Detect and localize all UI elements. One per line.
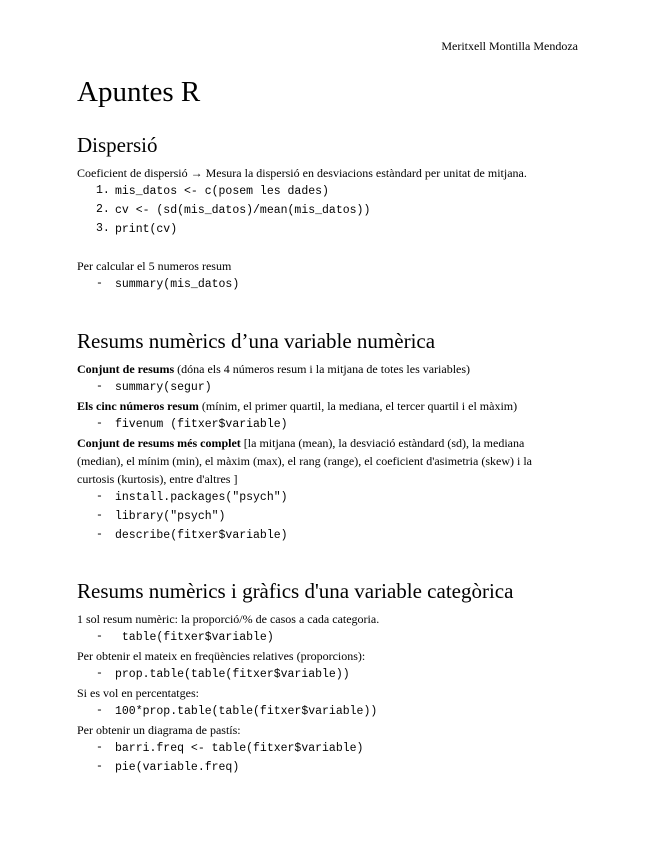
list-item: - 100*prop.table(table(fitxer$variable)) [96,704,378,718]
author-name: Meritxell Montilla Mendoza [441,39,578,53]
dash-list [77,488,577,545]
list-item: - summary(segur) [96,380,212,394]
list-item: - barri.freq <- table(fitxer$variable) [96,741,364,755]
list-item: - prop.table(table(fitxer$variable)) [96,667,350,681]
paragraph: Si es vol en percentatges: [77,686,199,700]
list-item: - describe(fitxer$variable) [96,528,288,542]
list-item: - summary(mis_datos) [96,277,240,291]
list-item: - table(fitxer$variable) [96,630,274,644]
dash-list [77,378,577,397]
section-heading: Dispersió [77,133,158,157]
section-heading: Resums numèrics i gràfics d'una variable categòrica [77,579,514,603]
list-item: 2. cv <- (sd(mis_datos)/mean(mis_datos)) [96,203,371,217]
list-item: - pie(variable.freq) [96,760,240,774]
dash-list [77,415,577,434]
list-item: - fivenum (fitxer$variable) [96,417,288,431]
dash-list [77,628,577,647]
paragraph: 1 sol resum numèric: la proporció/% de casos a cada categoria. [77,612,380,626]
section-heading: Resums numèrics d’una variable numèrica [77,329,436,353]
paragraph: Per obtenir el mateix en freqüències relatives (proporcions): [77,649,366,663]
list-item: 3. print(cv) [96,222,178,236]
section-intro: Coeficient de dispersió → Mesura la dispersió en desviacions estàndard per unitat de mitjana. [77,166,527,180]
list-item: - library("psych") [96,509,226,523]
dash-list [77,275,577,294]
section-categorica [77,578,577,777]
paragraph: Els cinc números resum (mínim, el primer quartil, la mediana, el tercer quartil i el màxim) [77,399,518,413]
list-item: - install.packages("psych") [96,490,288,504]
document-title: Apuntes R [77,76,201,108]
paragraph: Conjunt de resums més complet [la mitjana (mean), la desviació estàndard (sd), la mediana [77,436,525,450]
paragraph: Per obtenir un diagrama de pastís: [77,723,241,737]
list-item: 1. mis_datos <- c(posem les dades) [96,184,329,198]
section-resums-numerics [77,328,577,545]
paragraph: Conjunt de resums (dóna els 4 números resum i la mitjana de totes les variables) [77,362,471,376]
dash-list [77,739,577,777]
steps-list [77,182,577,239]
dash-list [77,665,577,684]
paragraph: curtosis (kurtosis), entre d'altres ] [77,472,238,486]
dash-list [77,702,577,721]
paragraph: (median), el mínim (min), el màxim (max), el rang (range), el coeficient d'asimetria (skew) i la [77,454,532,468]
section-dispersio [77,132,577,294]
paragraph: Per calcular el 5 numeros resum [77,259,232,273]
